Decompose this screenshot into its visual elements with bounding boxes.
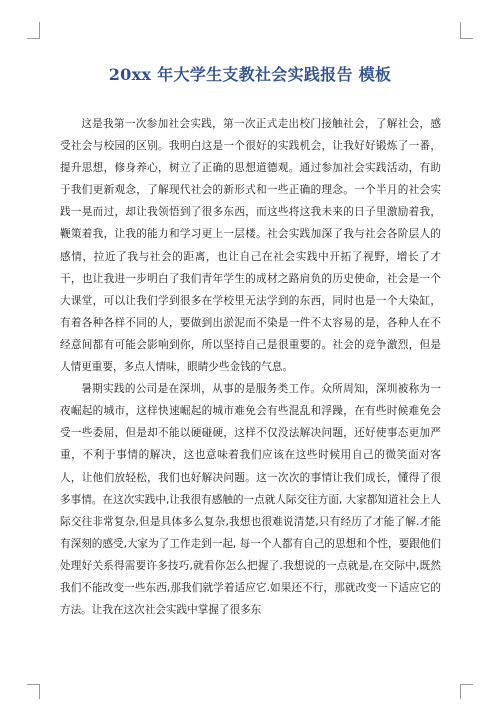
document-title: 20xx 年大学生支教社会实践报告 模板 [108,65,392,84]
crop-mark-bottom-left [27,684,40,699]
document-body [60,113,441,621]
paragraph: 这是我第一次参加社会实践，第一次正式走出校门接触社会，了解社会，感受社会与校园的区别。我明白这是一个很好的实践机会，让我好好锻炼了一番，提升思想，修身养心，树立了正确的思想道德观。通过参加社会实践活动，有助于我们更新观念，了解现代社会的新形式和一些正确的理念。一个半月的社会实践一晃而过，却让我领悟到了很多东西，而这些将这我未来的日子里激励着我，鞭策着我，让我的能力和学习更上一层楼。社会实践加深了我与社会各阶层人的感情，拉近了我与社会的距离，也让自己在社会实践中开拓了视野，增长了才干，也让我进一步明白了我们青年学生的成材之路肩负的历史使命，社会是一个大课堂，可以让我们学到很多在学校里无法学到的东西，同时也是一个大染缸，有着各种各样不同的人，要做到出淤泥而不染是一件不太容易的是，各种人在不经意间都有可能会影响到你，所以坚持自己是很重要的。社会的竞争激烈，但是人情更重要，多点人情味，眼睛少些金钱的气息。 [60,118,441,374]
paragraph: 暑期实践的公司是在深圳，从事的是服务类工作。众所周知，深圳被称为一夜崛起的城市，这样快速崛起的城市难免会有些混乱和浮躁，在有些时候难免会受一些委屈，但是却不能以硬碰硬，这样不仅没法解决问题，还好使事态更加严重，不利于事情的解决，这也意味着我们应该在这些时候用自己的微笑面对客人，让他们放轻松，我们也好解决问题。这一次次的事情让我们成长，懂得了很多事情。在这次实践中,让我很有感触的一点就人际交往方面, 大家都知道社会上人际交往非常复杂,但是具体多么复杂,我想也很难说清楚,只有经历了才能了解.才能有深刻的感受,大家为了工作走到一起, 每一个人都有自己的思想和个性，要跟他们处理好关系得需要许多技巧,就看你怎么把握了.我想说的一点就是,在交际中,既然我们不能改变一些东西,那我们就学着适应它.如果还不行，那就改变一下适应它的方法。让我在这次社会实践中掌握了很多东 [60,383,441,617]
crop-mark-bottom-right [460,684,473,699]
crop-mark-top-left [27,22,40,39]
crop-mark-top-right [460,22,473,39]
